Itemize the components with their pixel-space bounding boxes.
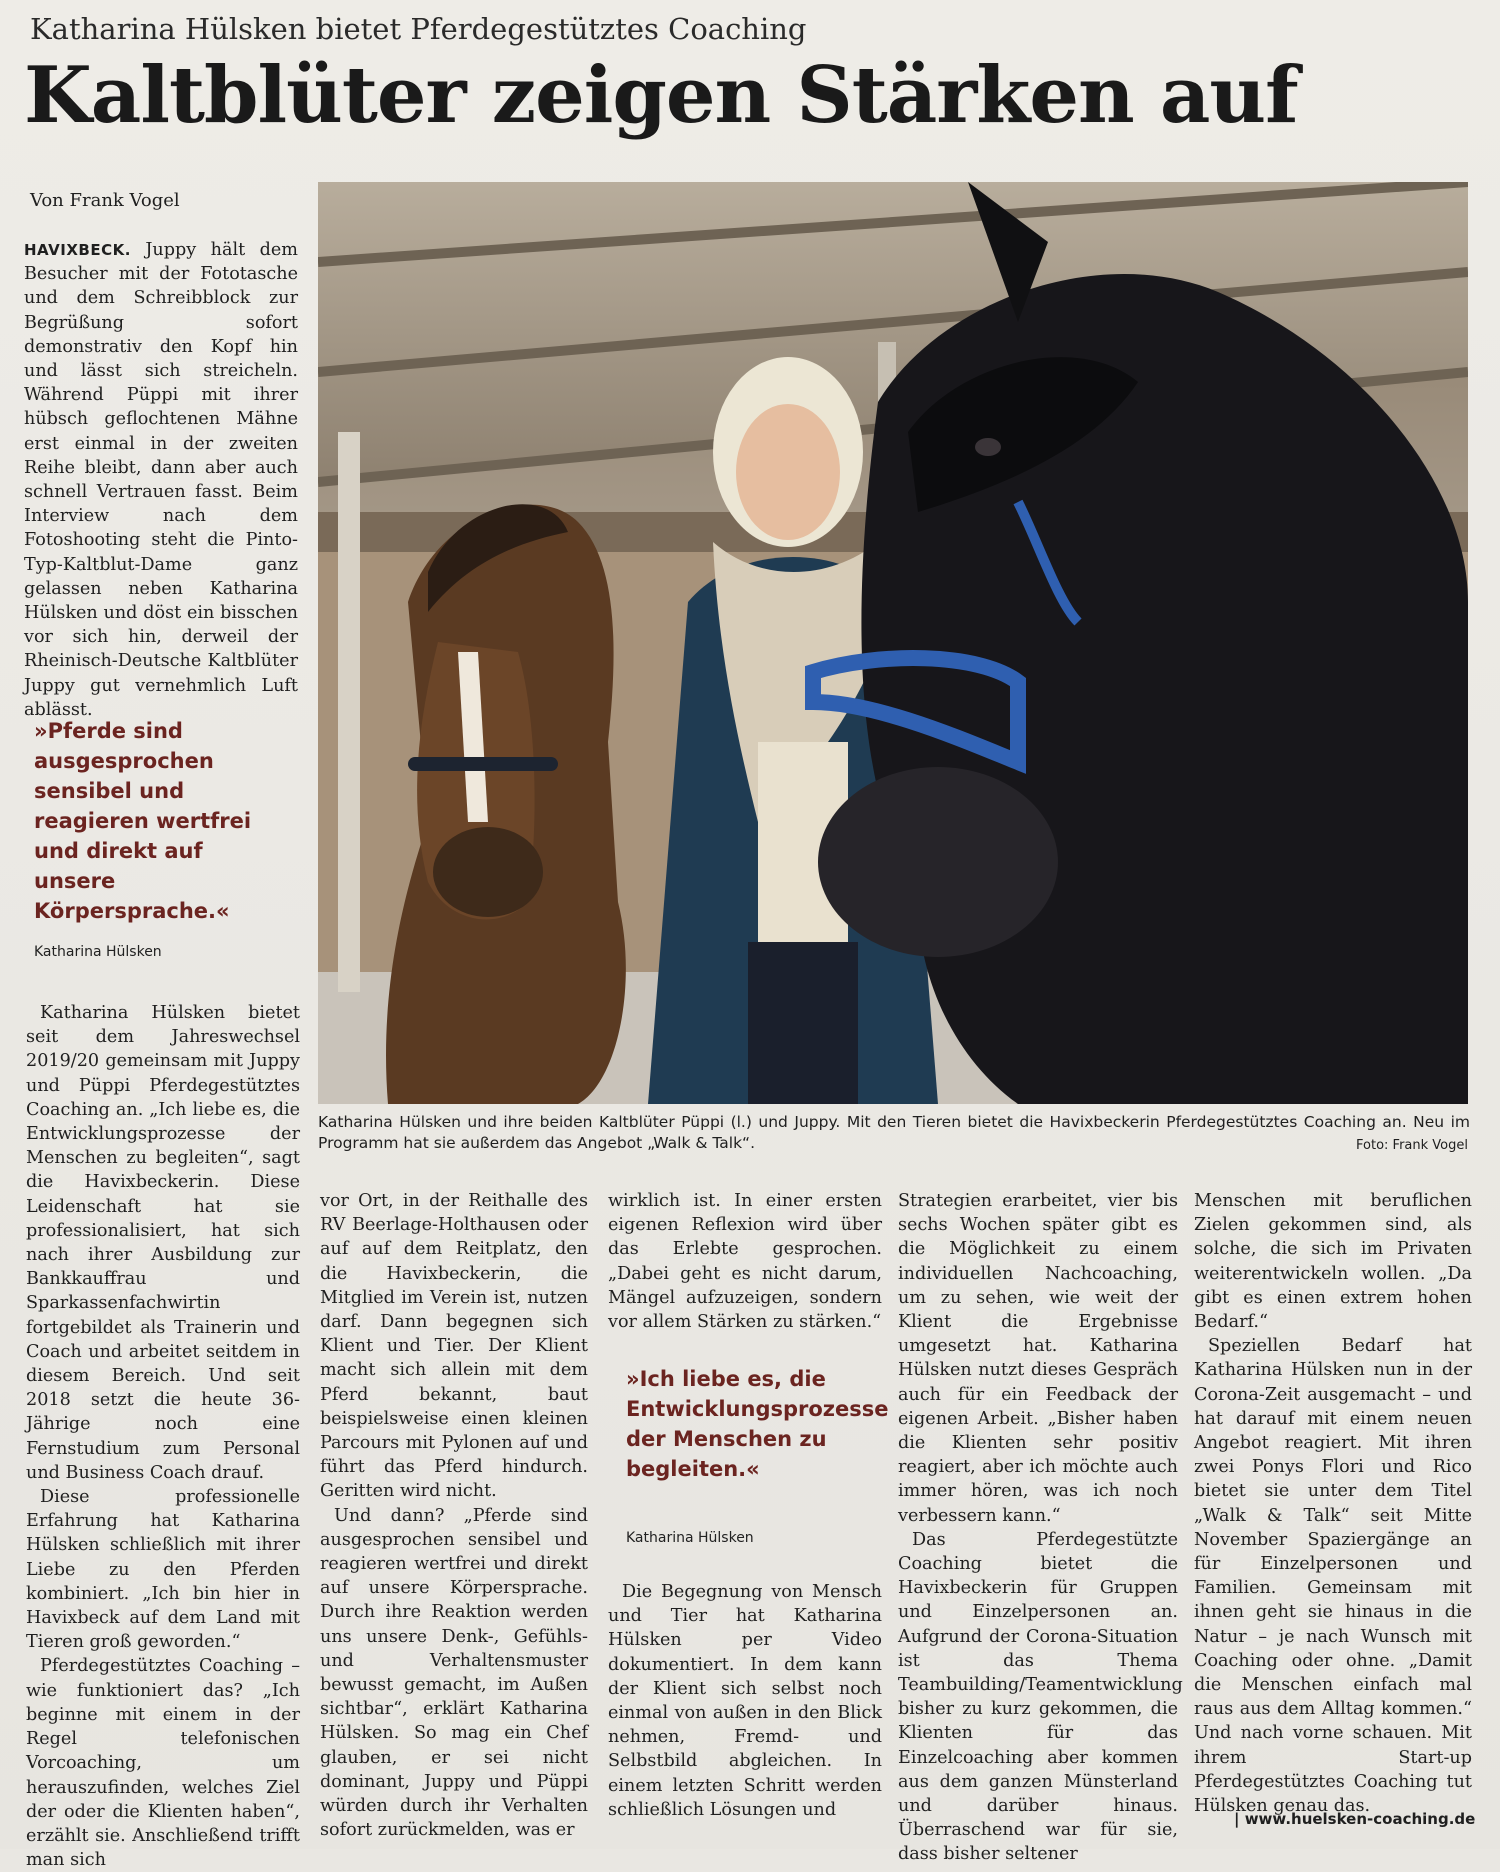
column-4: [898, 1189, 1183, 1867]
intro-text: Juppy hält dem Besucher mit der Fototasche und dem Schreibblock zur Begrüßung sofort demonstrativ den Kopf hin und lässt sich streicheln. Während Püppi mit ihrer hübsch geflochtenen Mähne erst einmal in der zweiten Reihe bleibt, dann aber auch schnell Vertrauen fasst. Beim Interview nach dem Fotoshooting steht die Pinto-Typ-Kaltblut-Dame ganz gelassen neben Katharina Hülsken und döst ein bisschen vor sich hin, derweil der Rheinisch-Deutsche Kaltblüter Juppy gut vernehmlich Luft ablässt.: [24, 240, 298, 720]
byline: Von Frank Vogel: [30, 190, 180, 211]
paragraph: Pferdegestütztes Coaching – wie funktioniert das? „Ich beginne mit einem in der Regel telefonischen Vorcoaching, um herauszufinden, welches Ziel der oder die Klienten haben“, erzählt sie. Anschließend trifft man sich: [26, 1656, 300, 1871]
paragraph: Die Begegnung von Mensch und Tier hat Katharina Hülsken per Video dokumentiert. In dem kann der Klient sich selbst noch einmal von außen in den Blick nehmen, Fremd- und Selbstbild abgleichen. In einem letzten Schritt werden schließlich Lösungen und: [608, 1582, 882, 1820]
paragraph: Menschen mit beruflichen Zielen gekommen sind, als solche, die sich im Privaten weiterentwickeln wollen. „Da gibt es einen extrem hohen Bedarf.“: [1194, 1191, 1472, 1333]
pull-quote-2-source: Katharina Hülsken: [626, 1530, 754, 1546]
dateline: HAVIXBECK.: [24, 241, 131, 259]
website-link[interactable]: | www.huelsken-coaching.de: [1234, 1810, 1476, 1828]
kicker: Katharina Hülsken bietet Pferdegestütztes Coaching: [30, 12, 807, 46]
paragraph: Und dann? „Pferde sind ausgesprochen sensibel und reagieren wertfrei und direkt auf unsere Körpersprache. Durch ihre Reaktion werden uns unsere Denk-, Gefühls- und Verhaltensmuster bewusst gemacht, im Außen sichtbar“, erklärt Katharina Hülsken. So mag ein Chef glauben, er sei nicht dominant, Juppy und Püppi würden durch ihr Verhalten sofort zurückmelden, was er: [320, 1505, 588, 1841]
photo-caption: Katharina Hülsken und ihre beiden Kaltblüter Püppi (l.) und Juppy. Mit den Tieren bietet die Havixbeckerin Pferdegestütztes Coaching an. Neu im Programm hat sie außerdem das Angebot „Walk & Talk“.: [318, 1113, 1470, 1152]
column-1: [26, 1001, 300, 1872]
pull-quote-1: »Pferde sind ausgesprochen sensibel und reagieren wertfrei und direkt auf unsere Körpersprache.«: [34, 719, 252, 923]
paragraph: Strategien erarbeitet, vier bis sechs Wochen später gibt es die Möglichkeit zu einem individuellen Nachcoaching, um zu sehen, wie weit der Klient die Ergebnisse umgesetzt hat. Katharina Hülsken nutzt dieses Gespräch auch für ein Feedback der eigenen Arbeit. „Bisher haben die Klienten sehr positiv reagiert, aber ich möchte auch immer hören, was ich noch verbessern kann.“: [898, 1191, 1178, 1526]
pull-quote-1-source: Katharina Hülsken: [34, 944, 162, 960]
paragraph: Speziellen Bedarf hat Katharina Hülsken nun in der Corona-Zeit ausgemacht – und hat darauf mit einem neuen Angebot reagiert. Mit ihren zwei Ponys Flori und Rico bietet sie unter dem Titel „Walk & Talk“ seit Mitte November Spaziergänge an für Einzelpersonen und Familien. Gemeinsam mit ihnen geht sie hinaus in die Natur – je nach Wunsch mit Coaching oder ohne. „Damit die Menschen einfach mal raus aus dem Alltag kommen.“ Und nach vorne schauen. Mit ihrem Start-up Pferdegestütztes Coaching tut Hülsken genau das.: [1194, 1336, 1472, 1817]
intro-paragraph: [24, 238, 298, 722]
paragraph: vor Ort, in der Reithalle des RV Beerlage-Holthausen oder auf auf dem Reitplatz, den die Havixbeckerin, die Mitglied im Verein ist, nutzen darf. Dann begegnen sich Klient und Tier. Der Klient macht sich allein mit dem Pferd bekannt, baut beispielsweise einen kleinen Parcours mit Pylonen auf und führt das Pferd hindurch. Geritten wird nicht.: [320, 1191, 588, 1502]
article-photo: [318, 182, 1468, 1104]
photo-illustration: [318, 182, 1468, 1104]
column-5: [1194, 1189, 1472, 1818]
paragraph: Katharina Hülsken bietet seit dem Jahreswechsel 2019/20 gemeinsam mit Juppy und Püppi Pferdegestütztes Coaching an. „Ich liebe es, die Entwicklungsprozesse der Menschen zu begleiten“, sagt die Havixbeckerin. Diese Leidenschaft hat sie professionalisiert, hat sich nach ihrer Ausbildung zur Bankkauffrau und Sparkassenfachwirtin fortgebildet als Trainerin und Coach und arbeitet seitdem in diesem Bereich. Und seit 2018 setzt die heute 36-Jährige noch eine Fernstudium zum Personal und Business Coach drauf.: [26, 1003, 300, 1483]
paragraph: Das Pferdegestützte Coaching bietet die Havixbeckerin für Gruppen und Einzelpersonen an. Aufgrund der Corona-Situation ist das Thema Teambuilding/Teamentwicklung bisher zu kurz gekommen, die Klienten für das Einzelcoaching aber kommen aus dem ganzen Münsterland und darüber hinaus. Überraschend war für sie, dass bisher seltener: [898, 1529, 1183, 1865]
intro-column: [24, 238, 298, 722]
paragraph: Diese professionelle Erfahrung hat Katharina Hülsken schließlich mit ihrer Liebe zu den Pferden kombiniert. „Ich bin hier in Havixbeck auf dem Land mit Tieren groß geworden.“: [26, 1487, 300, 1653]
photo-credit: Foto: Frank Vogel: [1356, 1138, 1468, 1153]
column-2: [320, 1189, 588, 1842]
column-3b: [608, 1580, 882, 1822]
column-3: [608, 1189, 882, 1334]
headline: Kaltblüter zeigen Stärken auf: [24, 50, 1298, 141]
pull-quote-2: »Ich liebe es, die Entwicklungsprozesse der Menschen zu begleiten.«: [626, 1367, 889, 1481]
paragraph: wirklich ist. In einer ersten eigenen Reflexion wird über das Erlebte gesprochen. „Dabei geht es nicht darum, Mängel aufzuzeigen, sondern vor allem Stärken zu stärken.“: [608, 1191, 882, 1333]
